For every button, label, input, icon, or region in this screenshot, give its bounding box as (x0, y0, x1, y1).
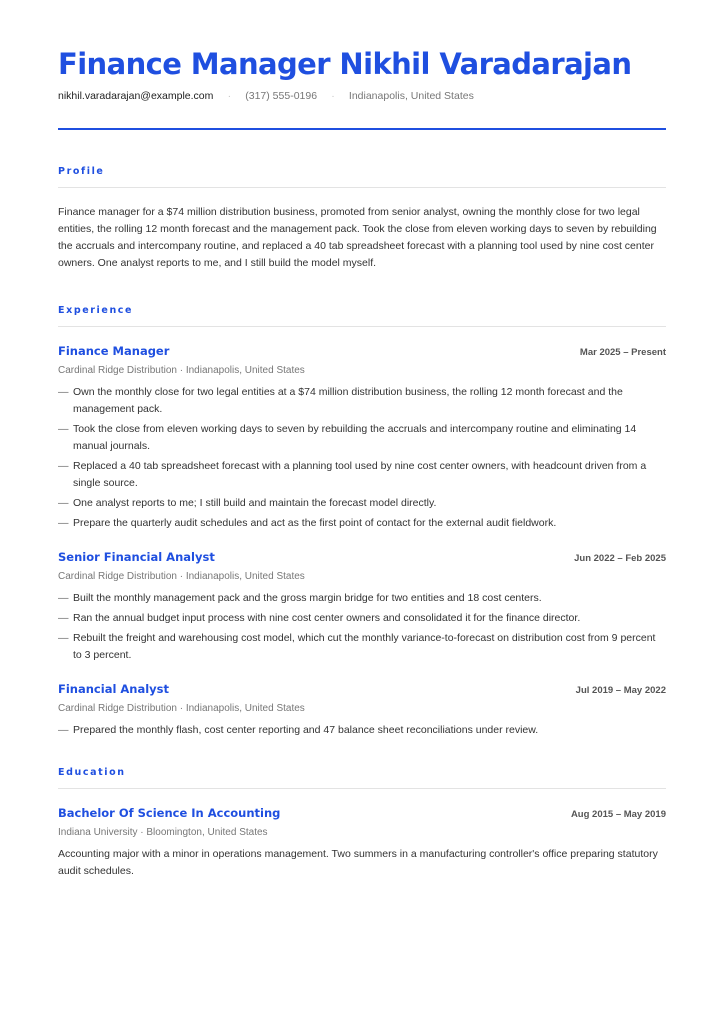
experience-entry (58, 549, 666, 664)
bullet-dash: — (58, 592, 69, 604)
job-bullets (58, 384, 666, 532)
bullet-dash: — (58, 460, 69, 472)
experience-list (58, 343, 666, 739)
profile-summary: Finance manager for a $74 million distribution business, promoted from senior analyst, owning the monthly close for two legal entities, the rolling 12 month forecast and the management pack. Took the close from eleven working days to seven by rebuilding the accruals and intercompany routine, and replaced a 40 tab spreadsheet forecast with a planning tool used by nine cost center owners. One analyst reports to me, and I still build the model myself. (58, 206, 657, 269)
profile-heading: Profile (58, 166, 105, 177)
experience-entry (58, 343, 666, 532)
bullet-dash: — (58, 497, 69, 509)
list-item (58, 722, 666, 739)
bullet-dash: — (58, 386, 69, 398)
degree-title: Bachelor Of Science In Accounting (58, 806, 281, 820)
list-item (58, 421, 666, 455)
job-bullets (58, 590, 666, 664)
bullet-text: Prepare the quarterly audit schedules and act as the first point of contact for the external audit fieldwork. (73, 517, 557, 529)
experience-entry (58, 681, 666, 739)
education-description: Accounting major with a minor in operations management. Two summers in a manufacturing controller's office preparing statutory audit schedules. (58, 848, 658, 877)
list-item (58, 495, 666, 512)
bullet-text: Ran the annual budget input process with nine cost center owners and consolidated it for the finance director. (73, 612, 581, 624)
list-item (58, 458, 666, 492)
bullet-text: One analyst reports to me; I still build and maintain the forecast model directly. (73, 497, 437, 509)
contact-line (58, 89, 666, 103)
job-organization: Cardinal Ridge Distribution · Indianapolis, United States (58, 365, 305, 376)
experience-heading: Experience (58, 305, 134, 316)
bullet-dash: — (58, 724, 69, 736)
job-title: Finance Manager (58, 344, 170, 358)
bullet-dash: — (58, 423, 69, 435)
contact-location: Indianapolis, United States (348, 90, 474, 102)
section-divider (58, 326, 666, 327)
bullet-text: Prepared the monthly flash, cost center reporting and 47 balance sheet reconciliations under review. (73, 724, 539, 736)
job-dates: Jul 2019 – May 2022 (575, 685, 666, 696)
section-divider (58, 788, 666, 789)
list-item (58, 610, 666, 627)
bullet-text: Built the monthly management pack and the gross margin bridge for two entities and 18 cost centers. (73, 592, 542, 604)
job-dates: Jun 2022 – Feb 2025 (574, 553, 666, 564)
education-institution: Indiana University · Bloomington, United States (58, 827, 268, 838)
job-title: Senior Financial Analyst (58, 550, 215, 564)
job-dates: Mar 2025 – Present (579, 347, 666, 358)
contact-email: nikhil.varadarajan@example.com (58, 90, 214, 102)
bullet-text: Replaced a 40 tab spreadsheet forecast with a planning tool used by nine cost center owners, with headcount driven from a single source. (73, 460, 647, 489)
job-bullets (58, 722, 666, 739)
contact-phone: (317) 555-0196 (245, 90, 318, 102)
bullet-dash: — (58, 632, 69, 644)
education-heading: Education (58, 767, 126, 778)
education-dates: Aug 2015 – May 2019 (570, 809, 666, 820)
contact-separator: · (227, 90, 232, 102)
job-organization: Cardinal Ridge Distribution · Indianapolis, United States (58, 703, 305, 714)
bullet-dash: — (58, 517, 69, 529)
list-item (58, 590, 666, 607)
list-item (58, 630, 666, 664)
bullet-text: Took the close from eleven working days to seven by rebuilding the accruals and intercompany routine and eliminating 14 manual journals. (73, 423, 637, 452)
bullet-text: Rebuilt the freight and warehousing cost model, which cut the monthly variance-to-forecast on distribution cost from 9 percent to 3 percent. (73, 632, 656, 661)
bullet-text: Own the monthly close for two legal entities at a $74 million distribution business, the rolling 12 month forecast and the management pack. (73, 386, 623, 415)
education-entry (58, 805, 666, 880)
contact-separator: · (331, 90, 335, 102)
header-divider (58, 128, 666, 130)
page-title: Finance Manager Nikhil Varadarajan (58, 47, 632, 81)
section-divider (58, 187, 666, 188)
bullet-dash: — (58, 612, 69, 624)
list-item (58, 515, 666, 532)
job-organization: Cardinal Ridge Distribution · Indianapolis, United States (58, 571, 305, 582)
list-item (58, 384, 666, 418)
job-title: Financial Analyst (58, 682, 170, 696)
